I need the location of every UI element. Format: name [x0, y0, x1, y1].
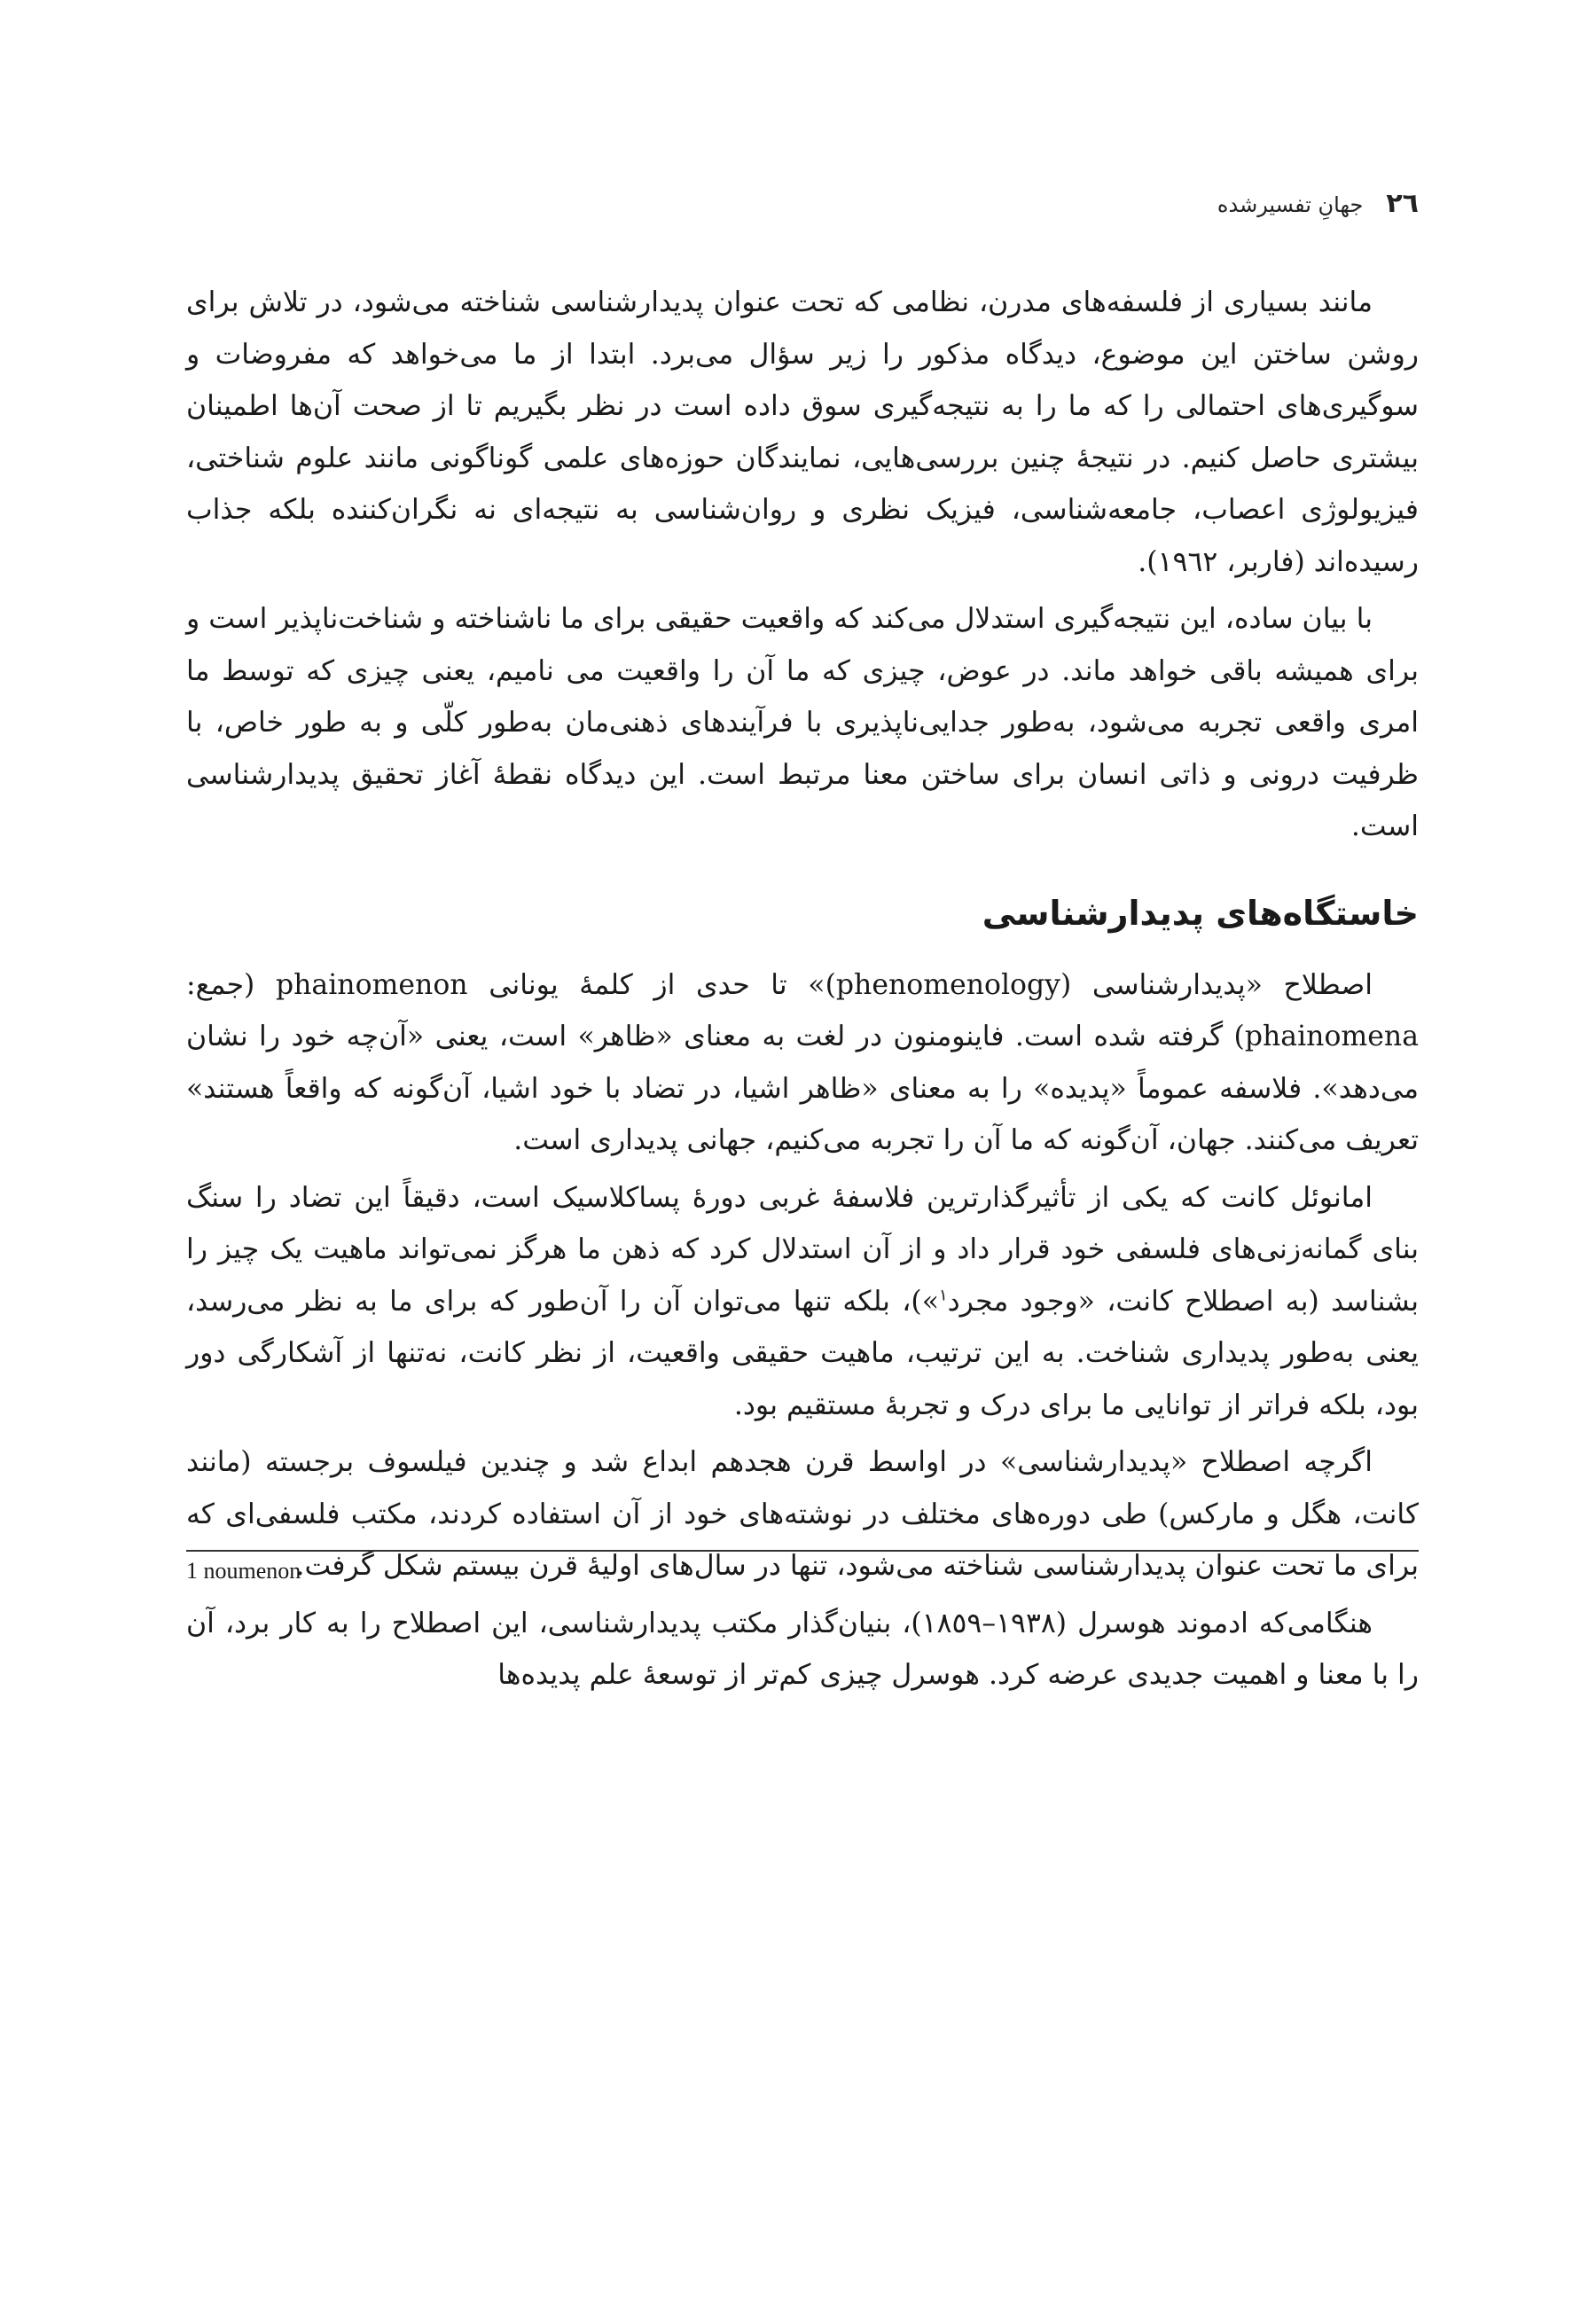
paragraph-2: با بیان ساده، این نتیجه‌گیری استدلال می‌کند که واقعیت حقیقی برای ما ناشناخته و شناخت‌ناپذیر است و برای همیشه باقی خواهد ماند. در عوض، چیزی که ما آن را واقعیت می نامیم، یعنی چیزی که توسط ما امری واقعی تجربه می‌شود، به‌طور جدایی‌ناپذیری با فرآیندهای ذهنی‌مان به‌طور کلّی و به طور خاص، با ظرفیت درونی و ذاتی انسان برای ساختن معنا مرتبط است. این دیدگاه نقطهٔ آغاز تحقیق پدیدارشناسی است. [186, 603, 1419, 842]
paragraph-1: مانند بسیاری از فلسفه‌های مدرن، نظامی که تحت عنوان پدیدارشناسی شناخته می‌شود، در تلاش برای روشن ساختن این موضوع، دیدگاه مذکور را زیر سؤال می‌برد. ابتدا از ما می‌خواهد که مفروضات و سوگیری‌های احتمالی را که ما را به نتیجه‌گیری سوق داده است در نظر بگیریم تا از صحت آن‌ها اطمینان بیشتری حاصل کنیم. در نتیجهٔ چنین بررسی‌هایی، نمایندگان حوزه‌های علمی گوناگونی مانند علوم شناختی، فیزیولوژی اعصاب، جامعه‌شناسی، فیزیک نظری و روان‌شناسی به نتیجه‌ای نه نگران‌کننده بلکه جذاب رسیده‌اند (فاربر، ١٩٦٢). [186, 286, 1419, 578]
section-heading: خاستگاه‌های پدیدارشناسی [982, 893, 1419, 933]
paragraph-4 [186, 1172, 1419, 1432]
paragraph-5: اگرچه اصطلاح «پدیدارشناسی» در اواسط قرن هجدهم ابداع شد و چندین فیلسوف برجسته (مانند کانت، هگل و مارکس) طی دوره‌های مختلف در نوشته‌های خود از آن استفاده کردند، مکتب فلسفی‌ای که برای ما تحت عنوان پدیدارشناسی شناخته می‌شود، تنها در سال‌های اولیهٔ قرن بیستم شکل گرفت. [186, 1446, 1419, 1582]
paragraph-3: اصطلاح «پدیدارشناسی (phenomenology)» تا حدی از کلمهٔ یونانی phainomenon (جمع: phainomena) گرفته شده است. فاینومنون در لغت به معنای «ظاهر» است، یعنی «آن‌چه خود را نشان می‌دهد». فلاسفه عموماً «پدیده» را به معنای «ظاهر اشیا، در تضاد با خود اشیا، آن‌گونه که واقعاً هستند» تعریف می‌کنند. جهان، آن‌گونه که ما آن را تجربه می‌کنیم، جهانی پدیداری است. [186, 968, 1419, 1156]
paragraph-4-part-2: »)، بلکه تنها می‌توان آن را آن‌طور که برای ما به نظر می‌رسد، یعنی به‌طور پدیداری شناخت. به این ترتیب، ماهیت حقیقی واقعیت، از نظر کانت، نه‌تنها از آشکارگی دور بود، بلکه فراتر از توانایی ما برای درک و تجربهٔ مستقیم بود. [186, 1285, 1419, 1421]
body-text [186, 277, 1419, 1707]
page-number: ٢٦ [1386, 188, 1419, 219]
footnote-divider [186, 1550, 1419, 1552]
paragraph-4-part-1: امانوئل کانت که یکی از تأثیرگذارترین فلاسفهٔ غربی دورهٔ پساکلاسیک است، دقیقاً این تضاد را سنگ بنای گمانه‌زنی‌های فلسفی خود قرار داد و از آن استدلال کرد که ذهن ما هرگز نمی‌تواند ماهیت یک چیز را بشناسد (به اصطلاح کانت، «وجود مجرد [186, 1181, 1419, 1318]
footnote-marker: ١ [938, 1286, 948, 1304]
running-header [1217, 188, 1419, 219]
book-page [186, 0, 1419, 2300]
paragraph-6: هنگامی‌که ادموند هوسرل (١٩٣٨–١٨٥٩)، بنیان‌گذار مکتب پدیدارشناسی، این اصطلاح را به کار برد، آن را با معنا و اهمیت جدیدی عرضه کرد. هوسرل چیزی کم‌تر از توسعهٔ علم پدیده‌ها [186, 1607, 1419, 1691]
footnote: 1 noumenon [186, 1558, 301, 1584]
book-title: جهانِ تفسیرشده [1217, 192, 1364, 217]
